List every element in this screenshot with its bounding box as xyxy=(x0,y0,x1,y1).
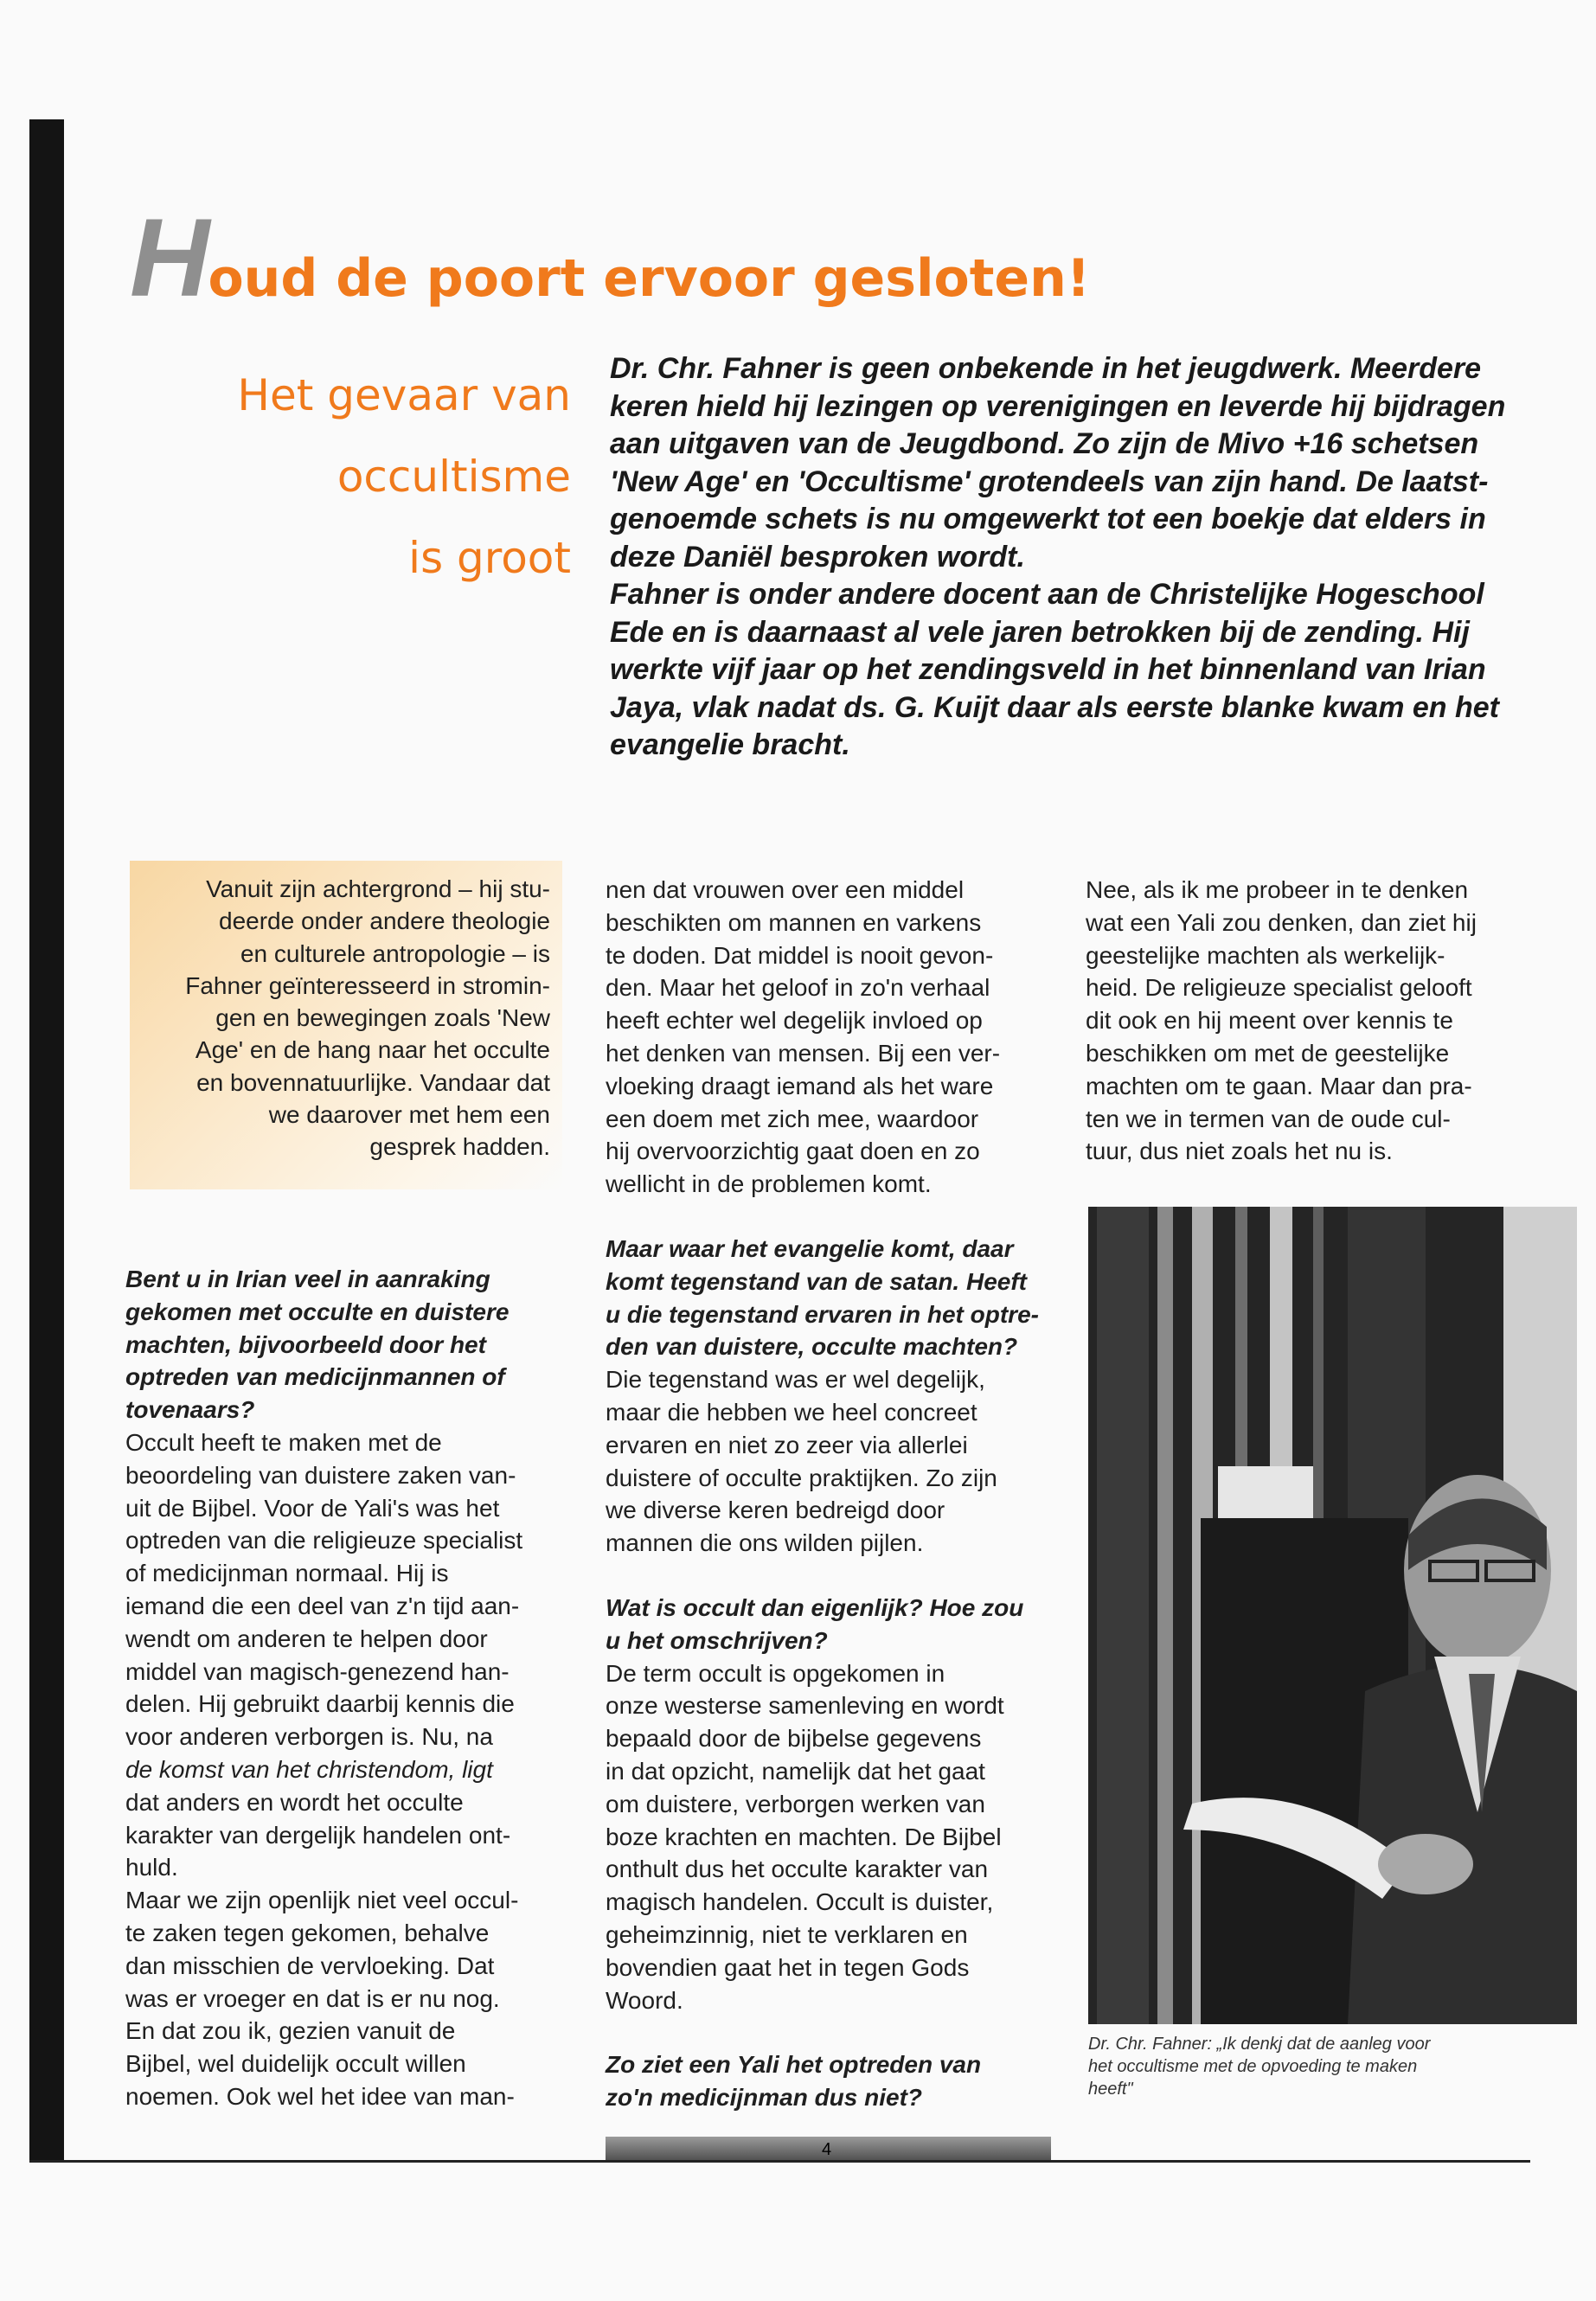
pull-quote-line: gesprek hadden. xyxy=(369,1133,550,1161)
interview-question xyxy=(606,1235,1039,1360)
text-line: beschikken om met de geestelijke xyxy=(1086,1039,1450,1067)
caption-line: heeft" xyxy=(1088,2080,1133,2099)
text-line: den van duistere, occulte machten? xyxy=(606,1333,1018,1361)
text-line: mannen die ons wilden pijlen. xyxy=(606,1529,924,1557)
text-line: machten om te gaan. Maar dan pra- xyxy=(1086,1072,1472,1099)
text-line: bepaald door de bijbelse gegevens xyxy=(606,1725,982,1753)
title-initial: H xyxy=(130,196,208,320)
text-line: tovenaars? xyxy=(125,1396,255,1424)
portrait-photo xyxy=(1088,1207,1577,2024)
text-line: Nee, als ik me probeer in te denken xyxy=(1086,876,1469,903)
text-line: noemen. Ook wel het idee van man- xyxy=(125,2082,515,2110)
intro-line: werkte vijf jaar op het zendingsveld in het binnenland van Irian xyxy=(610,653,1486,686)
answer-lines xyxy=(125,1429,522,1750)
intro-line: Dr. Chr. Fahner is geen onbekende in het jeugdwerk. Meerdere xyxy=(610,352,1482,385)
page-number: 4 xyxy=(822,2140,832,2159)
intro-line: genoemde schets is nu omgewerkt tot een boekje dat elders in xyxy=(610,503,1486,535)
pull-quote-line: deerde onder andere theologie xyxy=(219,907,550,935)
text-line: of medicijnman normaal. Hij is xyxy=(125,1560,449,1587)
text-line: om duistere, verborgen werken van xyxy=(606,1790,985,1817)
text-line: den. Maar het geloof in zo'n verhaal xyxy=(606,974,990,1002)
page-title xyxy=(130,195,1090,322)
subtitle-line: Het gevaar van xyxy=(237,370,571,420)
pull-quote-box xyxy=(130,861,562,1189)
text-line: een doem met zich mee, waardoor xyxy=(606,1105,979,1132)
caption-line: Dr. Chr. Fahner: „Ik denkj dat de aanleg voor xyxy=(1088,2035,1431,2054)
text-line: heid. De religieuze specialist gelooft xyxy=(1086,974,1472,1002)
text-line: dan misschien de vervloeking. Dat xyxy=(125,1952,495,1979)
paragraph xyxy=(1086,874,1535,1168)
column-2 xyxy=(606,874,1055,2146)
text-line: u die tegenstand ervaren in het optre- xyxy=(606,1300,1039,1328)
subtitle-line: is groot xyxy=(408,533,571,583)
text-line: bovendien gaat het in tegen Gods xyxy=(606,1953,970,1981)
column-3 xyxy=(1086,874,1535,1200)
text-line: tuur, dus niet zoals het nu is. xyxy=(1086,1138,1393,1165)
text-line: Bijbel, wel duidelijk occult willen xyxy=(125,2050,466,2078)
text-line: heeft echter wel degelijk invloed op xyxy=(606,1007,983,1035)
text-line: geestelijke machten als werkelijk- xyxy=(1086,941,1445,969)
text-line: Occult heeft te maken met de xyxy=(125,1428,442,1456)
text-line: hij overvoorzichtig gaat doen en zo xyxy=(606,1138,980,1165)
text-line: Zo ziet een Yali het optreden van xyxy=(606,2051,982,2079)
text-line: nen dat vrouwen over een middel xyxy=(606,876,965,903)
intro-line: Fahner is onder andere docent aan de Christelijke Hogeschool xyxy=(610,578,1484,611)
text-line: was er vroeger en dat is er nu nog. xyxy=(125,1984,500,2012)
answer-italic-line: de komst van het christendom, ligt xyxy=(125,1755,493,1783)
text-line: duistere of occulte praktijken. Zo zijn xyxy=(606,1464,997,1491)
text-line: magisch handelen. Occult is duister, xyxy=(606,1888,994,1916)
photo-illustration xyxy=(1088,1207,1577,2024)
intro-line: keren hield hij lezingen op verenigingen en leverde hij bijdragen xyxy=(610,389,1506,423)
text-line: boze krachten en machten. De Bijbel xyxy=(606,1823,1002,1850)
interview-question xyxy=(606,2048,1055,2114)
pull-quote-line: Age' en de hang naar het occulte xyxy=(195,1036,550,1064)
intro-line: Jaya, vlak nadat ds. G. Kuijt daar als eerste blanke kwam en het xyxy=(610,690,1500,724)
subtitle-line: occultisme xyxy=(337,452,571,502)
intro-paragraph xyxy=(610,350,1527,765)
pull-quote-line: Vanuit zijn achtergrond – hij stu- xyxy=(206,875,550,902)
text-line: delen. Hij gebruikt daarbij kennis die xyxy=(125,1690,515,1718)
text-line: maar die hebben we heel concreet xyxy=(606,1398,977,1426)
text-line: iemand die een deel van z'n tijd aan- xyxy=(125,1592,520,1619)
answer-lines xyxy=(606,1366,997,1556)
text-line: uit de Bijbel. Voor de Yali's was het xyxy=(125,1494,500,1522)
text-line: huld. xyxy=(125,1854,178,1881)
intro-line: 'New Age' en 'Occultisme' grotendeels van zijn hand. De laatst- xyxy=(610,465,1489,498)
text-line: ten we in termen van de oude cul- xyxy=(1086,1105,1451,1132)
text-line: in dat opzicht, namelijk dat het gaat xyxy=(606,1757,985,1785)
title-text: oud de poort ervoor gesloten! xyxy=(208,248,1091,309)
text-line: karakter van dergelijk handelen ont- xyxy=(125,1821,511,1849)
pull-quote-line: gen en bewegingen zoals 'New xyxy=(215,1004,550,1032)
interview-question xyxy=(125,1263,575,2113)
pull-quote-line: we daarover met hem een xyxy=(268,1101,550,1129)
text-line: vloeking draagt iemand als het ware xyxy=(606,1072,994,1099)
interview-question xyxy=(606,1594,1023,1654)
subtitle xyxy=(164,355,571,599)
intro-line: evangelie bracht. xyxy=(610,728,850,761)
text-line: De term occult is opgekomen in xyxy=(606,1659,945,1687)
text-line: dit ook en hij meent over kennis te xyxy=(1086,1007,1453,1035)
text-line: gekomen met occulte en duistere xyxy=(125,1298,510,1325)
text-line: optreden van medicijnmannen of xyxy=(125,1363,505,1391)
text-line: te doden. Dat middel is nooit gevon- xyxy=(606,941,994,969)
left-black-bar xyxy=(29,119,64,2161)
text-line: Maar waar het evangelie komt, daar xyxy=(606,1234,1014,1262)
caption-line: het occultisme met de opvoeding te maken xyxy=(1088,2057,1418,2076)
text-line: u het omschrijven? xyxy=(606,1626,828,1654)
text-line: ervaren en niet zo zeer via allerlei xyxy=(606,1431,968,1458)
intro-line: aan uitgaven van de Jeugdbond. Zo zijn de Mivo +16 schetsen xyxy=(610,427,1479,460)
text-line: machten, bijvoorbeeld door het xyxy=(125,1330,486,1358)
pull-quote-line: en culturele antropologie – is xyxy=(240,939,550,967)
text-line: optreden van die religieuze specialist xyxy=(125,1527,523,1554)
text-line: onze westerse samenleving en wordt xyxy=(606,1692,1004,1720)
column-1 xyxy=(125,1263,575,2145)
answer-lines xyxy=(606,1660,1004,2014)
bottom-rule xyxy=(29,2160,1530,2163)
text-line: wat een Yali zou denken, dan ziet hij xyxy=(1086,908,1477,936)
text-line: Maar we zijn openlijk niet veel occul- xyxy=(125,1887,519,1914)
text-line: Bent u in Irian veel in aanraking xyxy=(125,1266,490,1292)
pull-quote-line: en bovennatuurlijke. Vandaar dat xyxy=(196,1068,550,1096)
text-line: wendt om anderen te helpen door xyxy=(125,1625,488,1652)
intro-line: deze Daniël besproken wordt. xyxy=(610,540,1025,574)
pull-quote-line: Fahner geïnteresseerd in stromin- xyxy=(185,971,550,999)
text-line: Wat is occult dan eigenlijk? Hoe zou xyxy=(606,1593,1024,1621)
intro-line: Ede en is daarnaast al vele jaren betrokken bij de zending. Hij xyxy=(610,615,1470,649)
text-line: middel van magisch-genezend han- xyxy=(125,1657,510,1685)
answer-lines xyxy=(125,1789,518,2110)
text-line: Woord. xyxy=(606,1986,683,2014)
text-line: Die tegenstand was er wel degelijk, xyxy=(606,1366,985,1394)
text-line: En dat zou ik, gezien vanuit de xyxy=(125,2017,456,2045)
photo-caption xyxy=(1088,2033,1538,2100)
text-line: wellicht in de problemen komt. xyxy=(606,1170,932,1198)
paragraph xyxy=(606,874,1055,1201)
text-line: geheimzinnig, niet te verklaren en xyxy=(606,1920,968,1948)
text-line: dat anders en wordt het occulte xyxy=(125,1788,464,1816)
question-lines xyxy=(125,1266,509,1423)
text-line: beschikten om mannen en varkens xyxy=(606,908,982,936)
text-line: zo'n medicijnman dus niet? xyxy=(606,2084,923,2112)
text-line: het denken van mensen. Bij een ver- xyxy=(606,1039,1001,1067)
text-line: onthult dus het occulte karakter van xyxy=(606,1856,989,1883)
text-line: voor anderen verborgen is. Nu, na xyxy=(125,1723,493,1751)
text-line: komt tegenstand van de satan. Heeft xyxy=(606,1267,1028,1295)
text-line: we diverse keren bedreigd door xyxy=(606,1497,945,1524)
text-line: beoordeling van duistere zaken van- xyxy=(125,1461,516,1489)
text-line: te zaken tegen gekomen, behalve xyxy=(125,1919,490,1946)
